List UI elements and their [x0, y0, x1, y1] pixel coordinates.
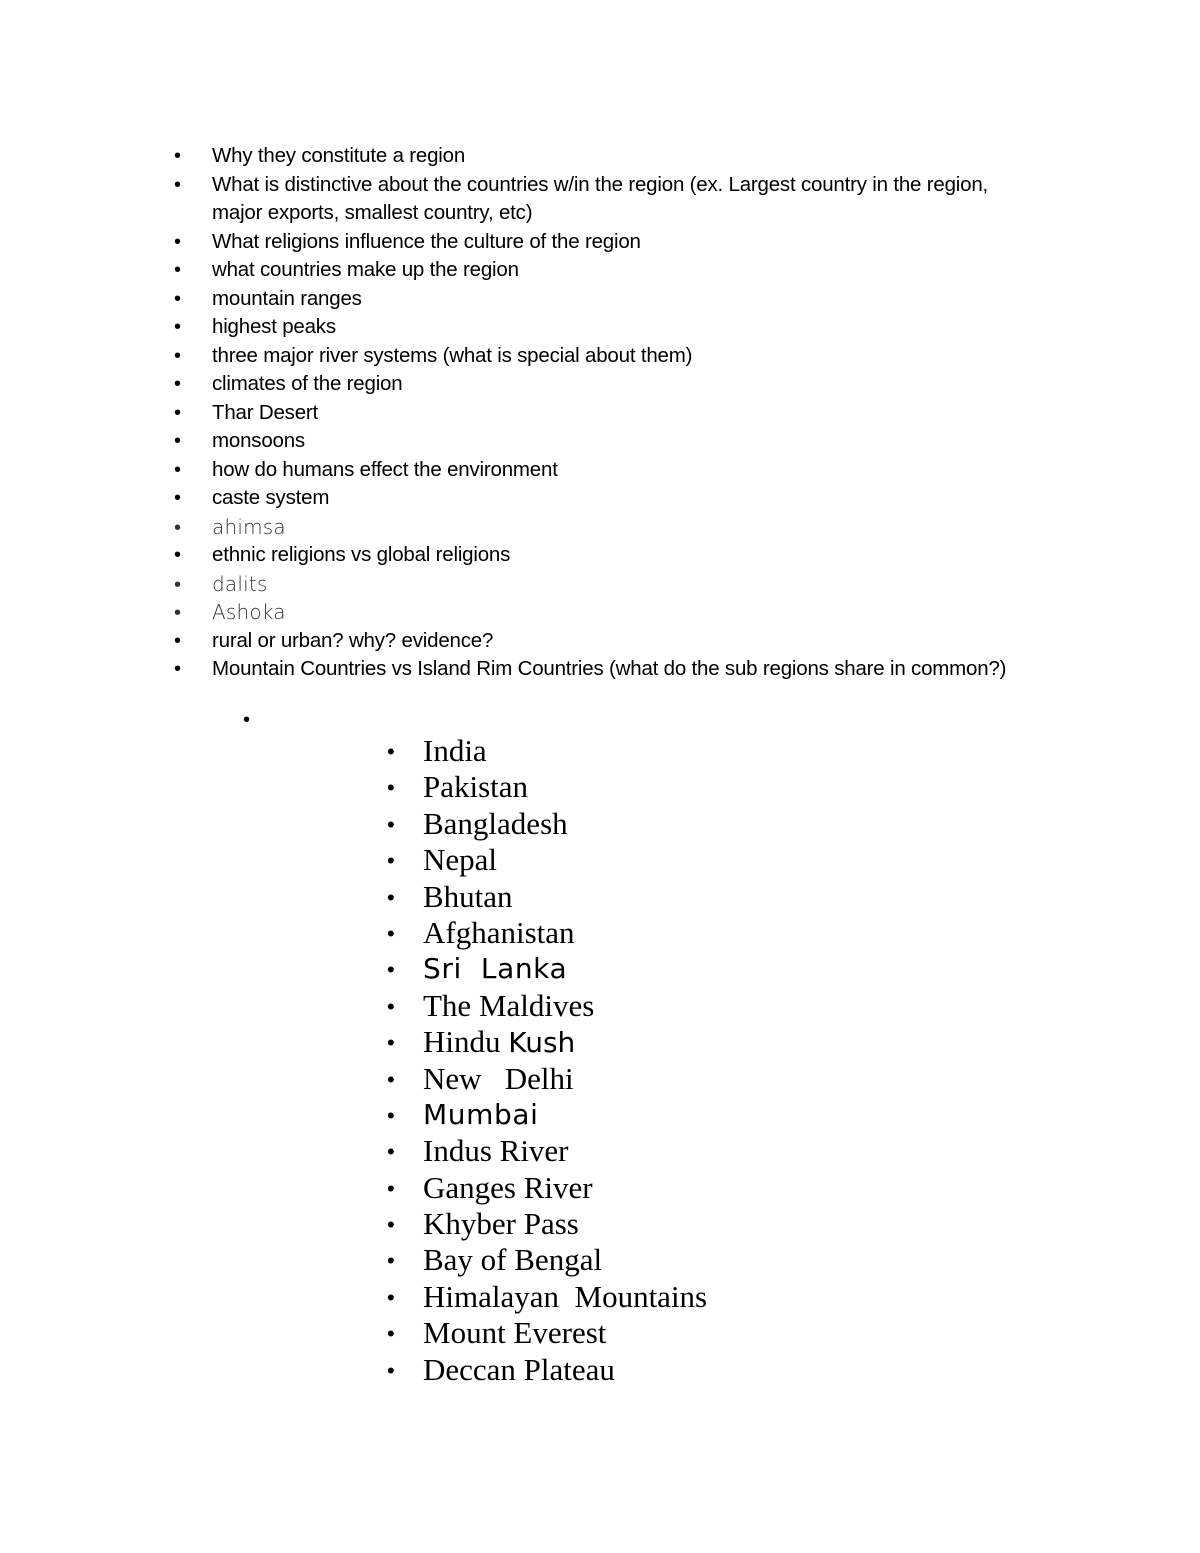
bullet-icon: • [174, 430, 181, 452]
bullet-icon: • [387, 1248, 395, 1274]
place-name: Afghanistan [423, 914, 575, 950]
bullet-icon: • [387, 848, 395, 874]
list-item-text: monsoons [212, 429, 305, 452]
list-item [387, 842, 887, 878]
place-name-part: Hindu [423, 1024, 509, 1060]
place-name: Bangladesh [423, 805, 568, 841]
list-item [172, 370, 1032, 399]
list-item [387, 879, 887, 915]
bullet-icon: • [387, 775, 395, 801]
place-name: Himalayan Mountains [423, 1278, 708, 1314]
list-item-text: three major river systems (what is special about them) [212, 343, 693, 367]
bullet-icon: • [174, 344, 181, 367]
place-name: Mumbai [423, 1097, 539, 1131]
list-item-text: what countries make up the region [212, 258, 519, 281]
list-item [172, 256, 1032, 285]
list-item [387, 1061, 887, 1097]
bullet-icon: • [387, 1321, 395, 1347]
list-item [172, 541, 1032, 570]
place-name: Sri Lanka [423, 952, 568, 986]
bullet-icon: • [174, 600, 182, 624]
list-item [172, 513, 1032, 542]
list-item [172, 598, 1032, 627]
bullet-icon: • [174, 259, 181, 281]
bullet-icon: • [174, 145, 181, 167]
bullet-icon: • [174, 287, 181, 310]
bullet-icon: • [387, 739, 395, 764]
list-item-text: What is distinctive about the countries w/in the region (ex. Largest country in the region, major exports, smallest country, etc) [212, 172, 989, 224]
list-item [387, 1024, 887, 1060]
list-item [387, 915, 887, 951]
list-item [387, 1352, 887, 1388]
list-item [172, 313, 1032, 342]
bullet-icon: • [174, 487, 181, 509]
list-item [387, 1133, 887, 1169]
bullet-icon: • [387, 1066, 395, 1092]
list-item [387, 1315, 887, 1351]
bullet-icon: • [174, 401, 181, 424]
list-item [172, 228, 1032, 257]
bullet-icon: • [174, 571, 182, 596]
list-item-text: how do humans effect the environment [212, 457, 558, 481]
bullet-icon: • [174, 316, 181, 338]
list-item-text: caste system [212, 486, 330, 509]
bullet-icon: • [387, 1102, 396, 1128]
list-item-text: ahimsa [212, 514, 286, 539]
list-item-text: dalits [212, 571, 268, 596]
list-item-text: Ashoka [212, 600, 286, 624]
list-item-text: rural or urban? why? evidence? [212, 628, 494, 652]
bullet-icon: • [387, 1030, 395, 1056]
list-item-text: Why they constitute a region [212, 144, 466, 167]
bullet-icon: • [387, 957, 396, 983]
list-item-text: Thar Desert [212, 400, 319, 424]
bullet-icon: • [387, 1284, 395, 1310]
bullet-icon: • [387, 884, 395, 910]
list-item-text: mountain ranges [212, 286, 362, 310]
bullet-icon: • [174, 658, 181, 680]
place-name: The Maldives [423, 987, 595, 1023]
bullet-icon: • [174, 373, 181, 395]
list-item [387, 1242, 887, 1278]
list-item [172, 627, 1032, 656]
place-name: Indus River [423, 1133, 569, 1169]
list-item-text: highest peaks [212, 315, 336, 338]
list-item [172, 427, 1032, 456]
bullet-icon: • [387, 811, 395, 837]
bullet-icon: • [387, 1357, 395, 1383]
list-item-text: climates of the region [212, 372, 403, 395]
list-item [172, 655, 1032, 684]
place-name: Pakistan [423, 769, 529, 805]
place-name: Bhutan [423, 878, 513, 914]
bullet-icon: • [387, 993, 395, 1019]
place-name: Mount Everest [423, 1315, 607, 1351]
list-item [172, 484, 1032, 513]
list-item-text: Mountain Countries vs Island Rim Countries (what do the sub regions share in common?) [212, 657, 1007, 680]
bullet-icon: • [387, 920, 395, 946]
bullet-icon: • [387, 1175, 395, 1201]
list-item [172, 171, 1032, 228]
list-item-text: ethnic religions vs global religions [212, 543, 511, 566]
place-name: Deccan Plateau [423, 1351, 615, 1387]
bullet-icon: • [174, 514, 182, 539]
list-item [387, 806, 887, 842]
bullet-icon: • [174, 230, 181, 253]
list-item [387, 1206, 887, 1242]
place-name: Nepal [423, 842, 498, 878]
bullet-icon: • [387, 1212, 395, 1238]
list-item-text: What religions influence the culture of the region [212, 229, 641, 253]
bullet-icon: • [387, 1139, 395, 1165]
list-item [387, 951, 887, 987]
list-item [172, 285, 1032, 314]
list-item [172, 570, 1032, 599]
list-item [172, 342, 1032, 371]
list-item [172, 142, 1032, 171]
empty-sub-bullet-icon: • [243, 709, 251, 731]
list-item [387, 1170, 887, 1206]
list-item [172, 399, 1032, 428]
list-item [387, 733, 887, 769]
bullet-icon: • [174, 629, 181, 652]
places-list [387, 733, 887, 1388]
list-item [387, 1279, 887, 1315]
place-name: Khyber Pass [423, 1206, 579, 1242]
list-item [387, 769, 887, 805]
place-name: New Delhi [423, 1060, 574, 1096]
list-item [387, 1097, 887, 1133]
list-item [387, 988, 887, 1024]
bullet-icon: • [174, 458, 181, 481]
bullet-icon: • [174, 544, 181, 566]
place-name: Ganges River [423, 1169, 593, 1205]
study-topics-list [172, 142, 1032, 684]
list-item [172, 456, 1032, 485]
place-name: India [423, 733, 487, 768]
bullet-icon: • [174, 173, 181, 196]
place-name-part: Kush [508, 1026, 576, 1060]
place-name: Bay of Bengal [423, 1242, 603, 1278]
